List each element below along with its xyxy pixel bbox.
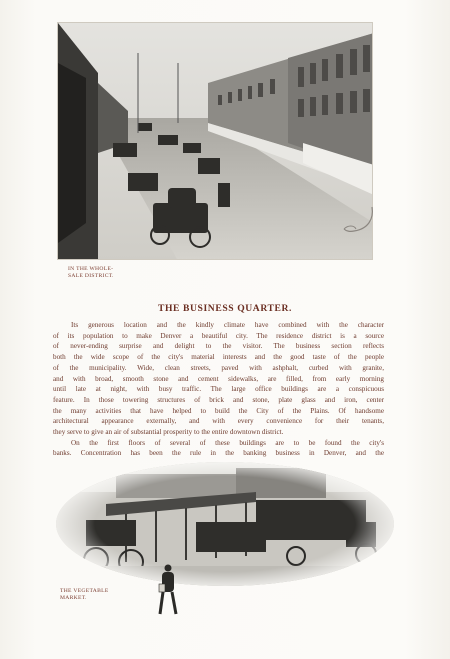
text-line: of its population to make Denver a beautiful city. The residence district is a source: [53, 331, 384, 340]
text-line: of never-ending surprise and delight to the visitor. The business section reflects: [53, 342, 384, 351]
text-line: of the municipality. Wide, clean streets, paved with ashphalt, curbed with granite,: [53, 363, 384, 372]
caption-line: SALE DISTRICT.: [68, 273, 114, 279]
caption-line: MARKET.: [60, 595, 87, 601]
text-line: the many activities that have helped to build the City of the Plains. Of handsome: [53, 406, 384, 415]
section-title: THE BUSINESS QUARTER.: [157, 303, 293, 314]
caption-line: THE VEGETABLE: [60, 588, 109, 594]
caption-line: IN THE WHOLE-: [68, 266, 114, 272]
text-line: Its generous location and the kindly climate have combined with the character: [71, 321, 384, 329]
walking-figure-illustration: [153, 562, 183, 622]
caption-vegetable-market: [60, 588, 140, 602]
text-line: they serve to give an air of substantial prosperity to the entire downtown district.: [53, 428, 284, 437]
text-line: feature. In those towering structures of brick and stone, plate glass and iron, center: [53, 395, 384, 404]
caption-wholesale-district: [68, 266, 148, 280]
text-line: On the first floors of several of these buildings are to be found the city's: [71, 438, 384, 447]
photo-corner-ornament: [342, 205, 376, 235]
text-line: and with broad, smooth stone and cement sidewalks, are filled, from early morning: [53, 374, 384, 383]
text-line: until late at night, with busy traffic. The large office buildings are a conspicuous: [53, 385, 384, 394]
text-line: both the wide scope of the city's material interests and the good taste of the people: [53, 353, 384, 362]
body-paragraph: [53, 320, 384, 459]
vegetable-market-photo: [56, 462, 394, 586]
text-line: architectural appearance externally, and with every convenience for their tenants,: [53, 417, 384, 426]
text-line: banks. Concentration has been the rule in the banking business in Denver, and the: [53, 449, 384, 458]
wholesale-district-photo: [57, 22, 373, 260]
